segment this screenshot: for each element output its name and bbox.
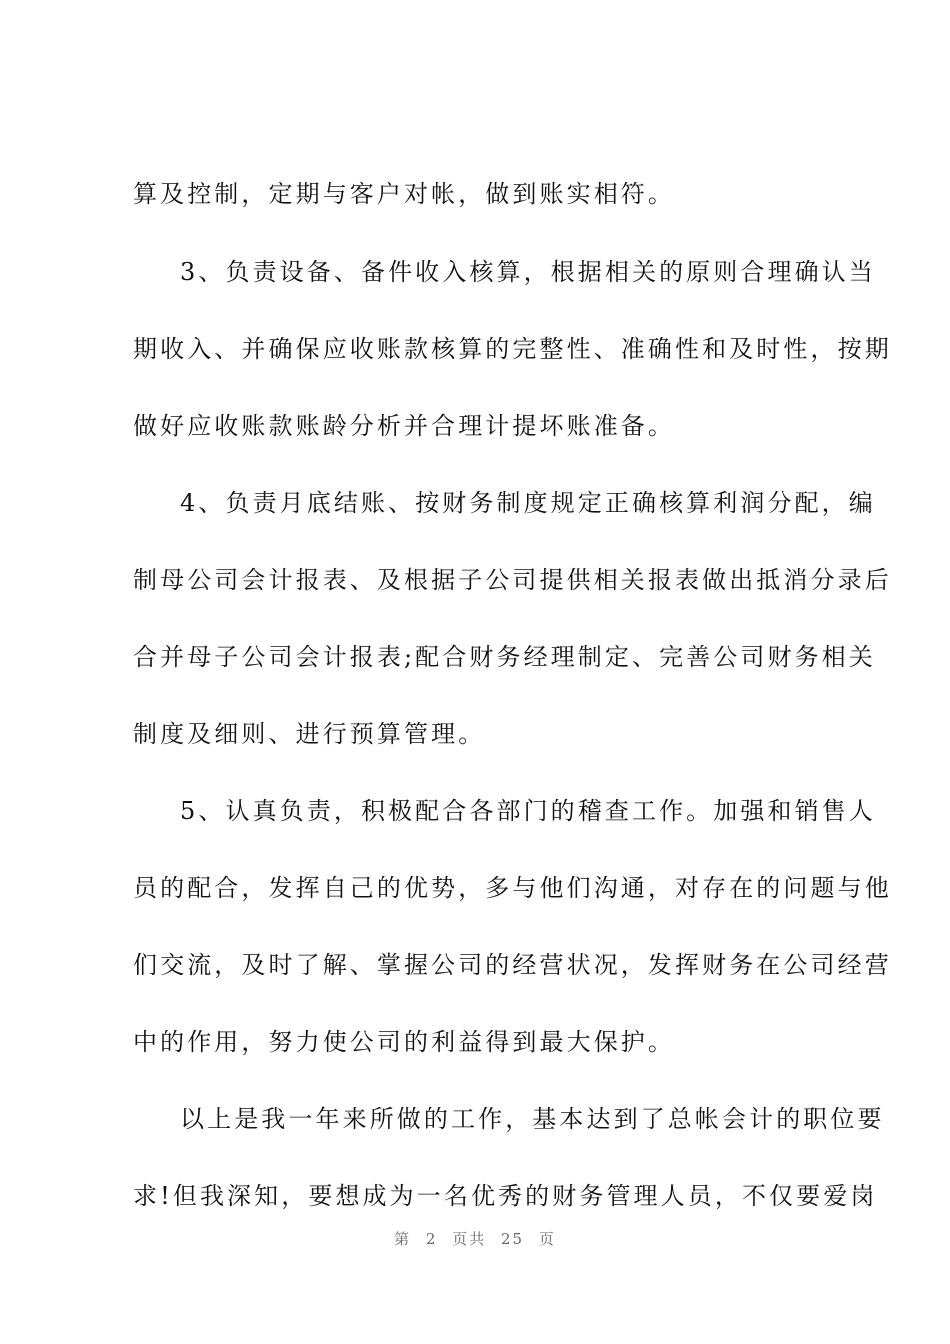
text-line: 算及控制，定期与客户对帐，做到账实相符。 [133,180,675,208]
paragraph-item-4-line-1: 4、负责月底结账、按财务制度规定正确核算利润分配，编 [180,489,876,517]
text-line: 制母公司会计报表、及根据子公司提供相关报表做出抵消分录后 [133,566,892,594]
paragraph-item-3-line-1: 3、负责设备、备件收入核算，根据相关的原则合理确认当 [180,258,876,286]
text-line: 合并母子公司会计报表;配合财务经理制定、完善公司财务相关 [133,643,876,671]
text-line: 求!但我深知，要想成为一名优秀的财务管理人员，不仅要爱岗 [133,1182,878,1210]
text-line: 员的配合，发挥自己的优势，多与他们沟通，对存在的问题与他 [133,874,892,902]
text-line: 们交流，及时了解、掌握公司的经营状况，发挥财务在公司经营 [133,951,892,979]
paragraph-item-5-line-1: 5、认真负责，积极配合各部门的稽查工作。加强和销售人 [180,797,876,825]
text-line: 做好应收账款账龄分析并合理计提坏账准备。 [133,412,675,440]
page-number-footer: 第 2 页共 25 页 [394,1230,556,1248]
text-line: 制度及细则、进行预算管理。 [133,720,486,748]
text-line: 中的作用，努力使公司的利益得到最大保护。 [133,1028,675,1056]
text-line: 期收入、并确保应收账款核算的完整性、准确性和及时性，按期 [133,335,892,363]
paragraph-summary-line-1: 以上是我一年来所做的工作，基本达到了总帐会计的职位要 [180,1105,885,1133]
